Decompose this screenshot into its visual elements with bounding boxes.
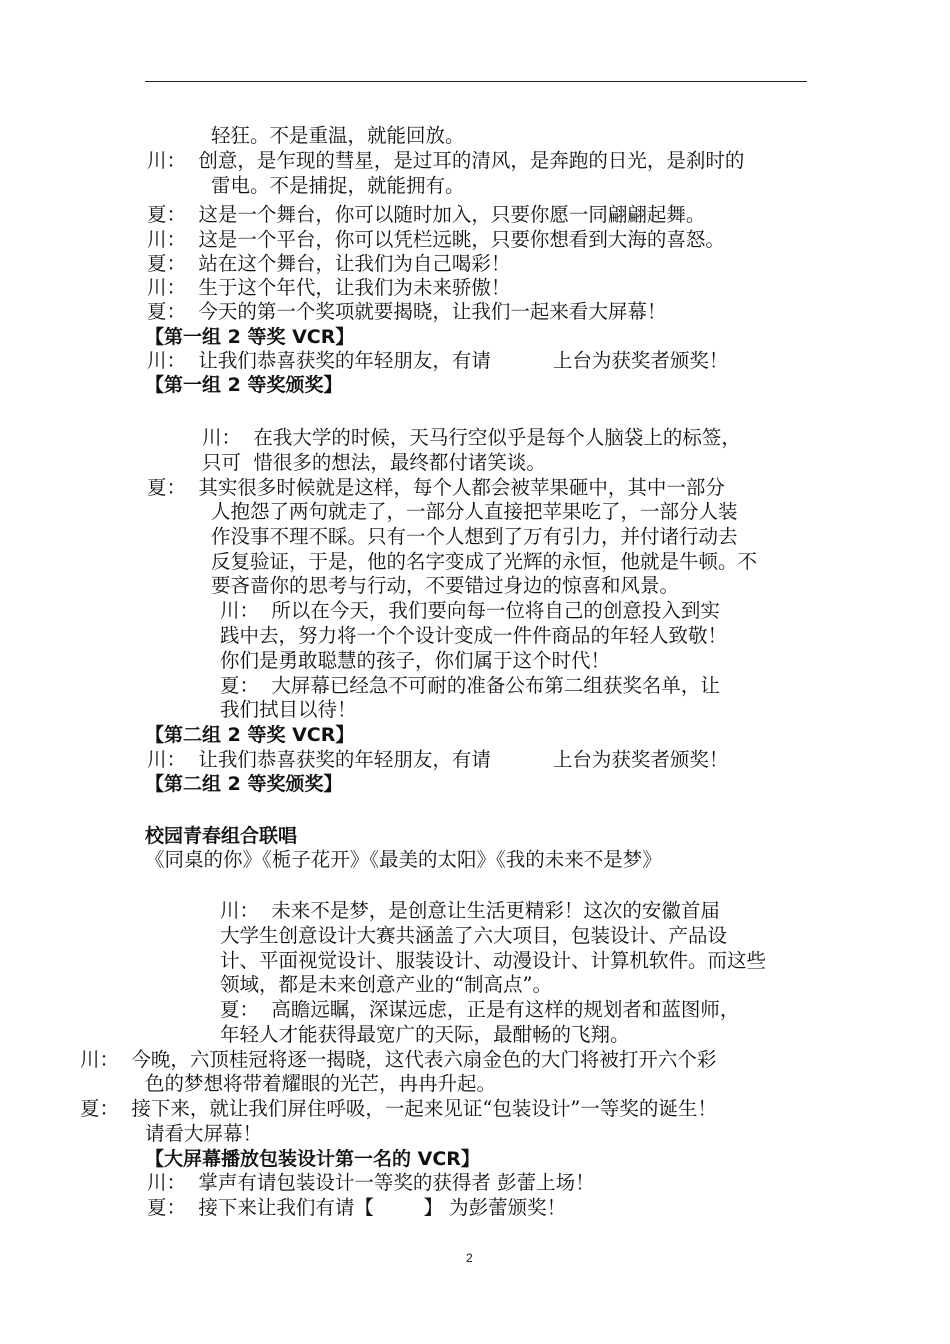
script-line: 川： 今晚，六顶桂冠将逐一揭晓，这代表六扇金色的大门将被打开六个彩 xyxy=(80,1048,717,1071)
script-line: 只可 惜很多的想法，最终都付诸笑谈。 xyxy=(202,451,546,474)
performance-title: 校园青春组合联唱 xyxy=(145,825,298,847)
script-line: 领域，都是未来创意产业的“制高点”。 xyxy=(220,973,552,996)
script-line: 反复验证，于是，他的名字变成了光辉的永恒，他就是牛顿。不 xyxy=(211,550,758,573)
section-heading: 【第二组 2 等奖 VCR】 xyxy=(145,724,355,746)
script-line: 川： 让我们恭喜获奖的年轻朋友，有请 上台为获奖者颁奖！ xyxy=(147,349,729,372)
script-line: 川： 让我们恭喜获奖的年轻朋友，有请 上台为获奖者颁奖！ xyxy=(147,748,729,771)
song-list: 《同桌的你》《栀子花开》《最美的太阳》《我的未来不是梦》 xyxy=(145,848,662,871)
script-line: 计、平面视觉设计、服装设计、动漫设计、计算机软件。而这些 xyxy=(220,949,767,972)
script-line: 夏： 其实很多时候就是这样，每个人都会被苹果砸中，其中一部分 xyxy=(147,476,725,499)
script-line: 大学生创意设计大赛共涵盖了六大项目，包装设计、产品设 xyxy=(220,924,728,947)
script-line: 夏： 这是一个舞台，你可以随时加入，只要你愿一同翩翩起舞。 xyxy=(147,203,706,226)
script-line: 夏： 今天的第一个奖项就要揭晓，让我们一起来看大屏幕！ xyxy=(147,300,667,323)
section-heading: 【第二组 2 等奖颁奖】 xyxy=(145,773,343,795)
script-line: 川： 掌声有请包装设计一等奖的获得者 彭蕾上场！ xyxy=(147,1171,595,1194)
script-line: 夏： 接下来让我们有请【 】 为彭蕾颁奖！ xyxy=(147,1196,567,1219)
script-line: 川： 在我大学的时候，天马行空似乎是每个人脑袋上的标签， xyxy=(202,426,741,449)
script-line: 川： 所以在今天，我们要向每一位将自己的创意投入到实 xyxy=(220,599,720,622)
script-line: 夏： 高瞻远瞩，深谋远虑，正是有这样的规划者和蓝图师， xyxy=(220,998,740,1021)
script-line: 请看大屏幕！ xyxy=(145,1122,263,1145)
script-line: 雷电。不是捕捉，就能拥有。 xyxy=(211,174,465,197)
script-line: 川： 未来不是梦，是创意让生活更精彩！这次的安徽首届 xyxy=(220,899,720,922)
script-line: 你们是勇敢聪慧的孩子，你们属于这个时代！ xyxy=(220,649,611,672)
script-line: 川： 创意，是乍现的彗星，是过耳的清风，是奔跑的日光，是刹时的 xyxy=(147,149,745,172)
script-line: 践中去，努力将一个个设计变成一件件商品的年轻人致敬！ xyxy=(220,624,728,647)
script-line: 要吝啬你的思考与行动，不要错过身边的惊喜和风景。 xyxy=(211,574,680,597)
script-line: 作没事不理不睬。只有一个人想到了万有引力，并付诸行动去 xyxy=(211,525,738,548)
script-line: 夏： 大屏幕已经急不可耐的准备公布第二组获奖名单，让 xyxy=(220,674,720,697)
script-line: 色的梦想将带着耀眼的光芒，冉冉升起。 xyxy=(145,1072,497,1095)
script-line: 轻狂。不是重温，就能回放。 xyxy=(211,124,465,147)
page-number: 2 xyxy=(466,1251,473,1265)
script-line: 人抱怨了两句就走了，一部分人直接把苹果吃了，一部分人装 xyxy=(211,500,738,523)
header-rule xyxy=(145,81,807,82)
section-heading: 【第一组 2 等奖颁奖】 xyxy=(145,374,343,396)
script-line: 年轻人才能获得最宽广的天际，最酣畅的飞翔。 xyxy=(220,1023,630,1046)
section-heading: 【第一组 2 等奖 VCR】 xyxy=(145,326,355,348)
script-line: 夏： 接下来，就让我们屏住呼吸，一起来见证“包装设计”一等奖的诞生！ xyxy=(80,1097,717,1120)
section-heading: 【大屏幕播放包装设计第一名的 VCR】 xyxy=(145,1148,480,1170)
script-line: 我们拭目以待！ xyxy=(220,698,357,721)
script-line: 川： 这是一个平台，你可以凭栏远眺，只要你想看到大海的喜怒。 xyxy=(147,228,725,251)
script-line: 川： 生于这个年代，让我们为未来骄傲！ xyxy=(147,276,511,299)
script-line: 夏： 站在这个舞台，让我们为自己喝彩！ xyxy=(147,252,511,275)
